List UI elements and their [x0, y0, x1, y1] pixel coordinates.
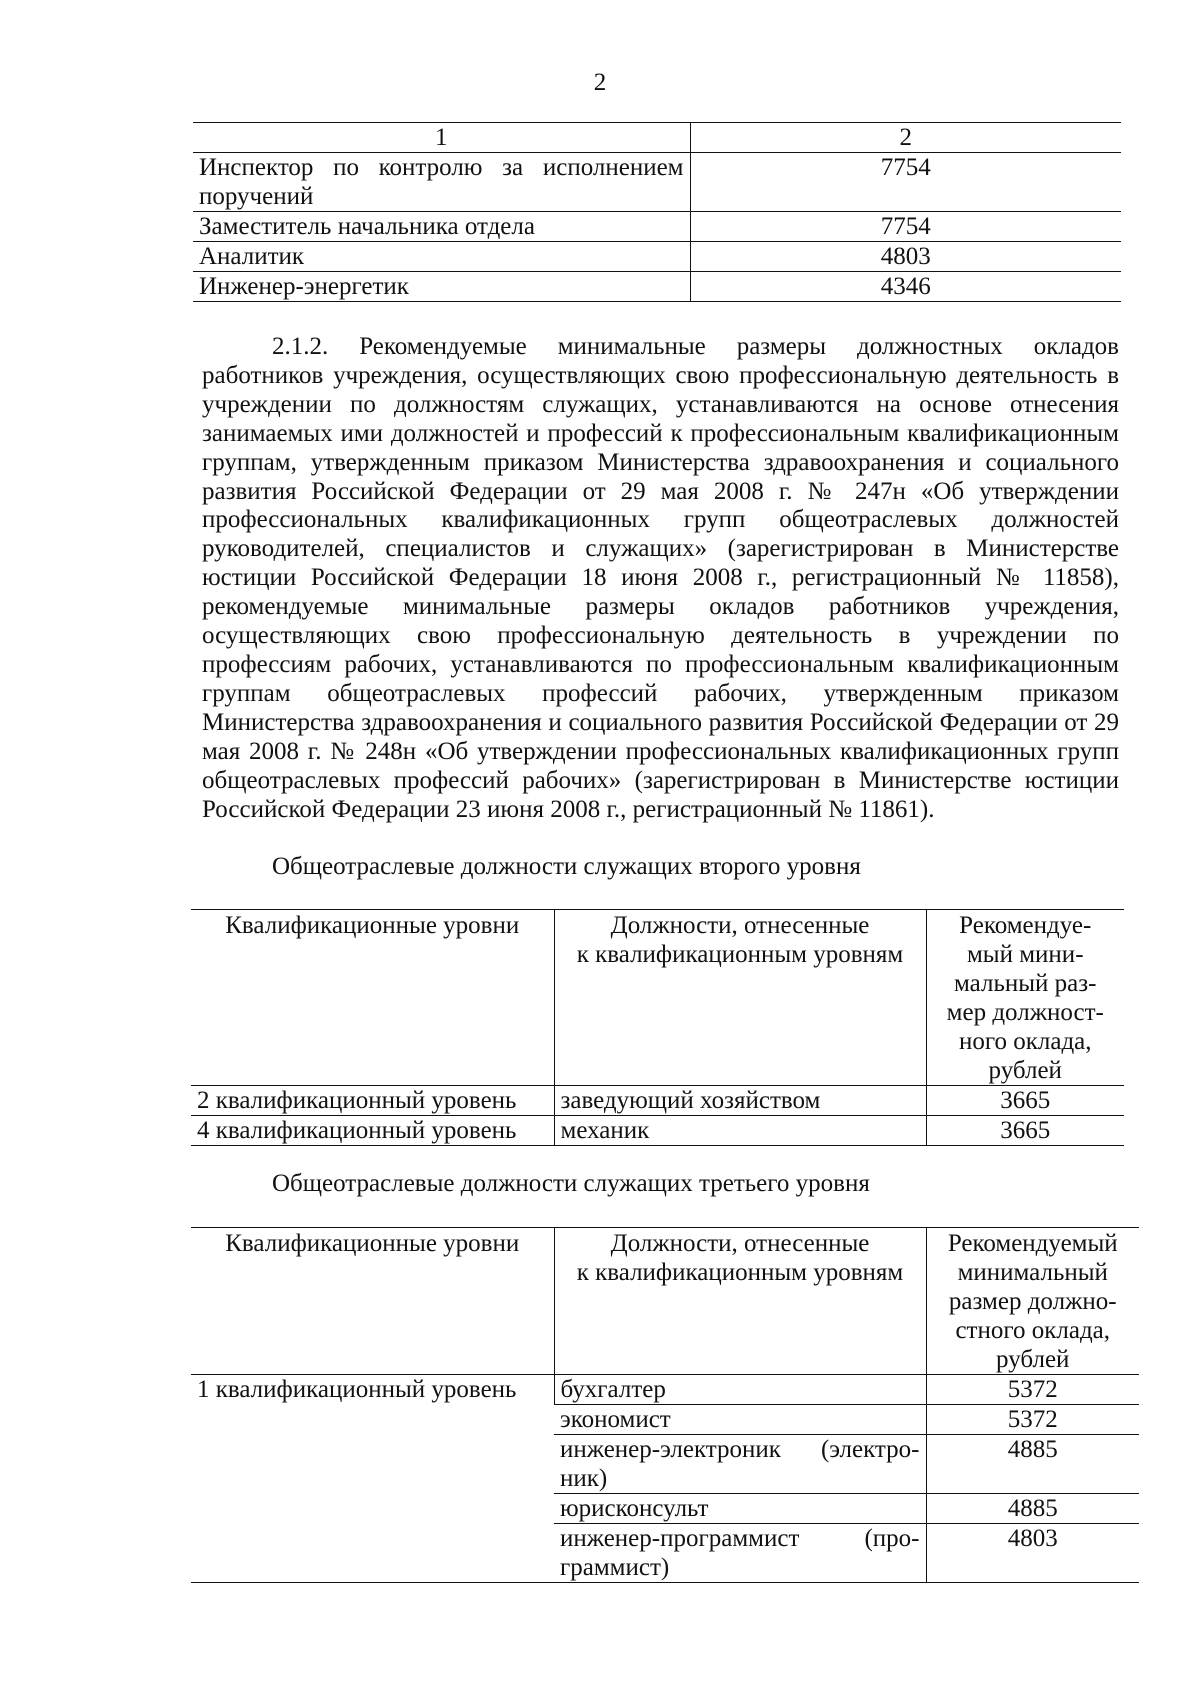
- level-cell: 2 квалификационный уровень: [191, 1086, 554, 1116]
- position-cell: [554, 1435, 926, 1494]
- salary-cell: 3665: [926, 1086, 1124, 1116]
- column-header-line: Должности, отнесенные: [610, 1230, 870, 1257]
- position-cell: Инженер-энергетик: [193, 272, 690, 302]
- page-number: 2: [593, 69, 607, 96]
- table-row: [191, 1086, 1124, 1116]
- column-header-line: к квалификационным уровням: [576, 941, 904, 968]
- column-header-line: Рекомендуе-: [959, 912, 1092, 939]
- table-row: [193, 153, 1121, 212]
- salary-cell: 7754: [690, 212, 1121, 242]
- salary-table-2: [191, 909, 1124, 1146]
- table-row: [193, 242, 1121, 272]
- level-cell: 1 квалификационный уровень: [191, 1375, 554, 1583]
- column-header-line: минимальный: [957, 1259, 1108, 1286]
- salary-table-3: [191, 1227, 1139, 1583]
- column-header: Квалификационные уровни: [191, 1228, 554, 1375]
- column-header-line: мер должност-: [946, 999, 1104, 1026]
- table-header-row: [193, 123, 1121, 153]
- table-row: [193, 212, 1121, 242]
- salary-cell: 4803: [926, 1524, 1139, 1583]
- column-header-line: мый мини-: [966, 941, 1084, 968]
- salary-cell: 5372: [926, 1405, 1139, 1435]
- table-row: [191, 1375, 1139, 1405]
- table-row: [191, 1116, 1124, 1146]
- column-header: [554, 910, 926, 1086]
- salary-cell: 3665: [926, 1116, 1124, 1146]
- salary-cell: 7754: [690, 153, 1121, 212]
- column-header-line: рублей: [996, 1346, 1070, 1373]
- salary-cell: 4803: [690, 242, 1121, 272]
- position-cell: [554, 1524, 926, 1583]
- position-cell: заведующий хозяйством: [554, 1086, 926, 1116]
- position-text: инженер-программист (про-: [560, 1525, 920, 1552]
- position-cell: бухгалтер: [554, 1375, 926, 1405]
- section-title: Общеотраслевые должности служащих второго уровня: [272, 853, 861, 880]
- column-header: [926, 1228, 1139, 1375]
- column-header: Квалификационные уровни: [191, 910, 554, 1086]
- column-header-line: Должности, отнесенные: [610, 912, 870, 939]
- column-header: 2: [690, 123, 1121, 153]
- column-header: 1: [193, 123, 690, 153]
- table-header-row: [191, 1228, 1139, 1375]
- position-cell: Аналитик: [193, 242, 690, 272]
- table-row: [193, 272, 1121, 302]
- position-cell: механик: [554, 1116, 926, 1146]
- position-text: Инспектор по контролю за исполнением: [199, 154, 684, 181]
- position-text: инженер-электроник (электро-: [560, 1436, 920, 1463]
- column-header: [926, 910, 1124, 1086]
- column-header-line: к квалификационным уровням: [576, 1259, 904, 1286]
- column-header-line: стного оклада,: [955, 1317, 1111, 1344]
- column-header: [554, 1228, 926, 1375]
- salary-cell: 4885: [926, 1494, 1139, 1524]
- salary-cell: 4346: [690, 272, 1121, 302]
- position-text: ник): [560, 1465, 608, 1492]
- position-cell: экономист: [554, 1405, 926, 1435]
- position-cell: юрисконсульт: [554, 1494, 926, 1524]
- body-paragraph: 2.1.2. Рекомендуемые минимальные размеры должностных окладов работников учреждения, осуществляющих свою профессиональную деятельность в учреждении по должностям служащих, устанавливаются на основе отнесения занимаемых ими должностей и профессий к профессиональным квалификационным группам, утвержденным приказом Министерства здравоохранения и социального развития Российской Федерации от 29 мая 2008 г. № 247н «Об утверждении профессиональных квалификационных групп общеотраслевых должностей руководителей, специалистов и служащих» (зарегистрирован в Министерстве юстиции Российской Федерации 18 июня 2008 г., регистрационный № 11858), рекомендуемые минимальные размеры окладов работников учреждения, осуществляющих свою профессиональную деятельность в учреждении по профессиям рабочих, устанавливаются по профессиональным квалификационным группам общеотраслевых профессий рабочих, утвержденным приказом Министерства здравоохранения и социального развития Российской Федерации от 29 мая 2008 г. № 248н «Об утверждении профессиональных квалификационных групп общеотраслевых профессий рабочих» (зарегистрирован в Министерстве юстиции Российской Федерации 23 июня 2008 г., регистрационный № 11861).: [202, 333, 1119, 823]
- position-cell: [193, 153, 690, 212]
- column-header-line: ного оклада,: [958, 1028, 1092, 1055]
- salary-cell: 4885: [926, 1435, 1139, 1494]
- column-header-line: мальный раз-: [954, 970, 1097, 997]
- column-header-line: рублей: [988, 1057, 1062, 1084]
- position-text: граммист): [560, 1554, 670, 1581]
- section-title: Общеотраслевые должности служащих третьего уровня: [272, 1170, 870, 1197]
- level-cell: 4 квалификационный уровень: [191, 1116, 554, 1146]
- column-header-line: Рекомендуемый: [947, 1230, 1118, 1257]
- salary-table-1: [193, 122, 1121, 302]
- position-cell: Заместитель начальника отдела: [193, 212, 690, 242]
- table-header-row: [191, 910, 1124, 1086]
- position-text: поручений: [199, 183, 314, 210]
- salary-cell: 5372: [926, 1375, 1139, 1405]
- column-header-line: размер должно-: [948, 1288, 1117, 1315]
